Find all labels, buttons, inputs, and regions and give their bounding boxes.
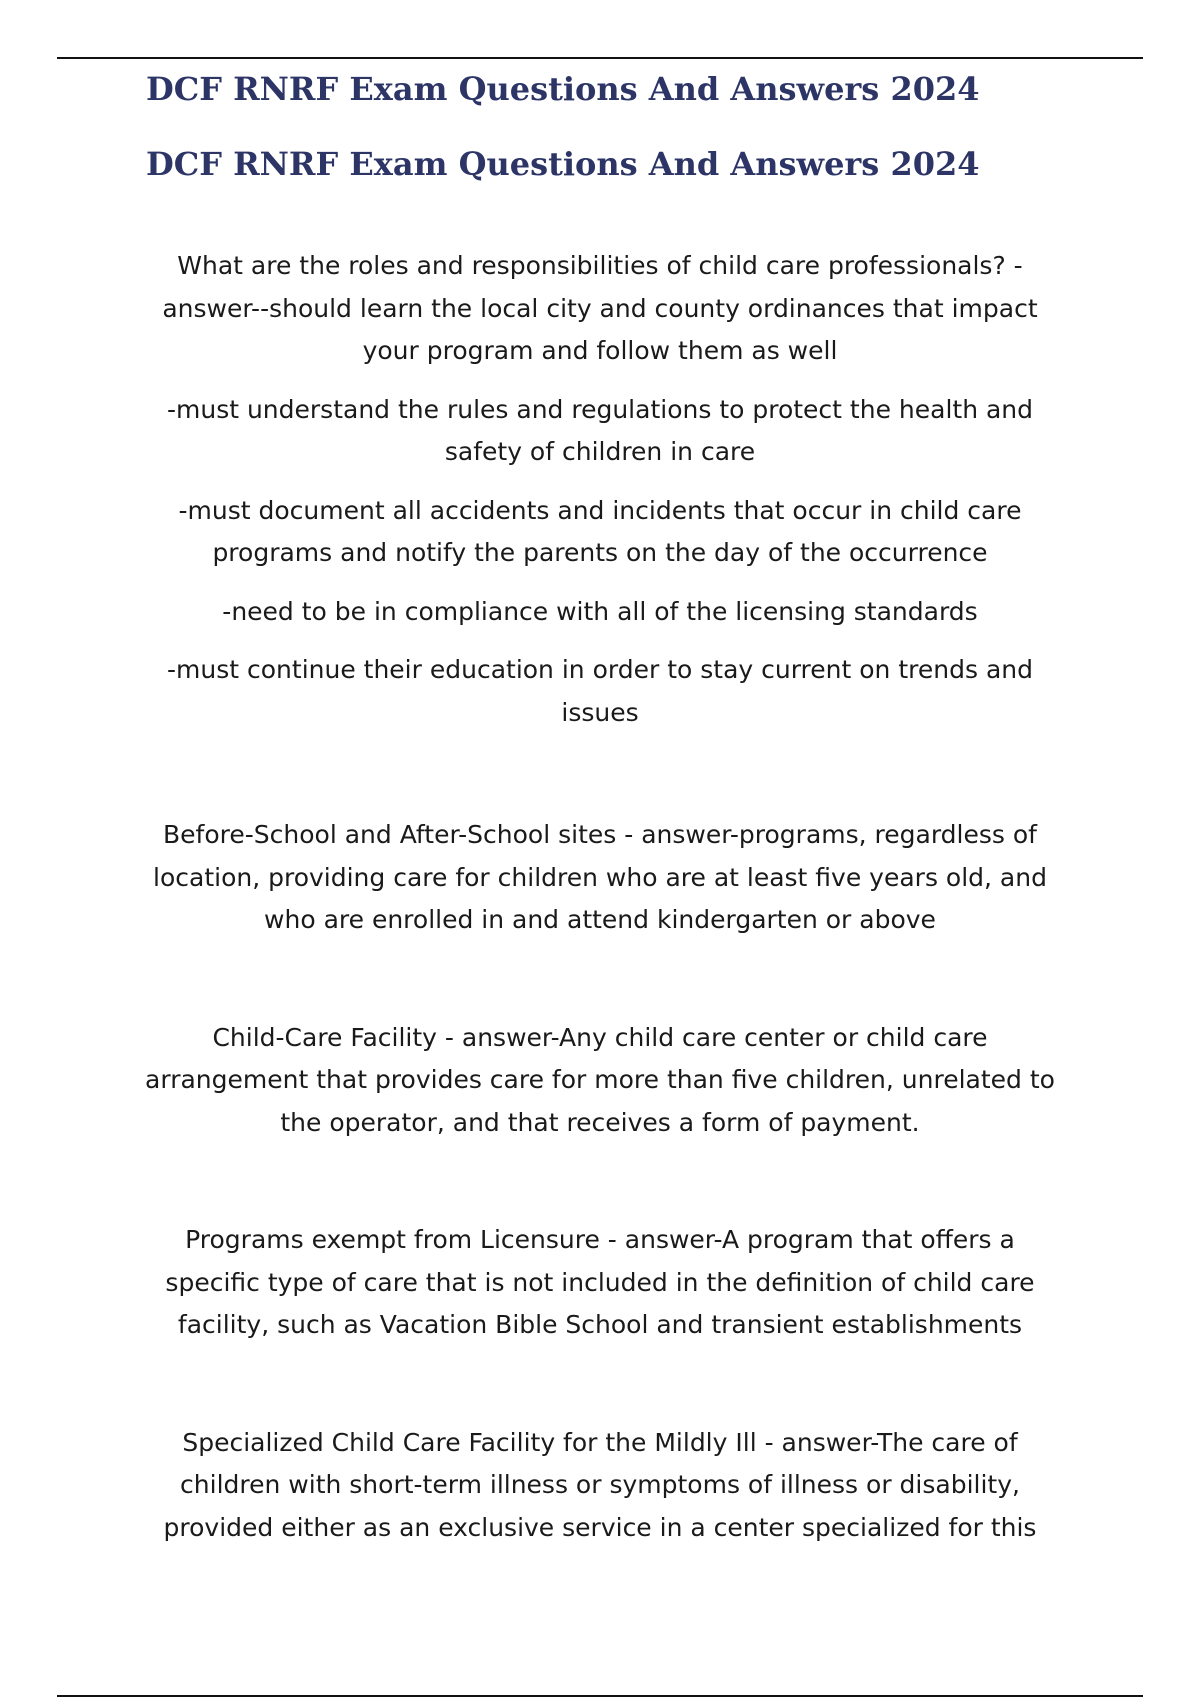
spacer — [140, 734, 1060, 814]
qa-paragraph: -must understand the rules and regulations to protect the health and safety of children in care — [166, 394, 1034, 466]
qa-paragraph: Before-School and After-School sites - answer-programs, regardless of location, providing care for children who are at least five years old, and who are enrolled in and attend kindergarten or above — [153, 820, 1047, 934]
qa-item-roles — [140, 245, 1060, 734]
qa-item-mildly-ill-facility — [140, 1422, 1060, 1550]
document-title: DCF RNRF Exam Questions And Answers 2024 — [146, 70, 980, 108]
spacer — [140, 1144, 1060, 1219]
bottom-rule — [57, 1695, 1143, 1697]
qa-paragraph: Specialized Child Care Facility for the Mildly Ill - answer-The care of children with short-term illness or symptoms of illness or disability, provided either as an exclusive service in a center specialized for this — [163, 1427, 1037, 1542]
top-rule — [57, 57, 1143, 59]
qa-item-before-after-school — [140, 814, 1060, 942]
qa-item-child-care-facility — [140, 1017, 1060, 1145]
document-body — [140, 245, 1060, 1549]
qa-paragraph: Programs exempt from Licensure - answer-A program that offers a specific type of care that is not included in the definition of child care facility, such as Vacation Bible School and transient establishments — [165, 1225, 1035, 1339]
spacer — [140, 942, 1060, 1017]
qa-paragraph: What are the roles and responsibilities of child care professionals? - answer--should learn the local city and county ordinances that impact your program and follow them as well — [162, 251, 1038, 365]
spacer — [140, 1347, 1060, 1422]
qa-paragraph: -must continue their education in order to stay current on trends and issues — [167, 655, 1033, 727]
qa-item-exempt-programs — [140, 1219, 1060, 1347]
document-title-repeat: DCF RNRF Exam Questions And Answers 2024 — [146, 145, 980, 183]
qa-paragraph: Child-Care Facility - answer-Any child care center or child care arrangement that provides care for more than five children, unrelated to the operator, and that receives a form of payment. — [145, 1022, 1055, 1137]
qa-paragraph: -must document all accidents and incidents that occur in child care programs and notify the parents on the day of the occurrence — [178, 495, 1022, 567]
qa-paragraph: -need to be in compliance with all of the licensing standards — [222, 596, 978, 626]
